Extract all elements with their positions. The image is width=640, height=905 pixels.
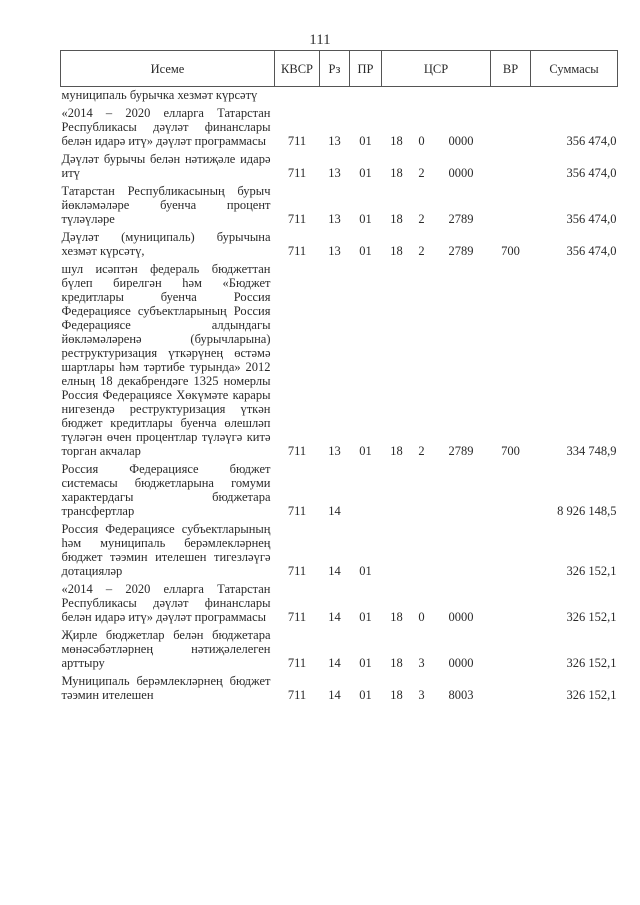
table-row [61,180,618,226]
cell-sum: 326 152,1 [566,610,617,624]
cell-name: муниципаль бурычка хезмәт күрсәтү [61,88,258,102]
cell-name: шул исәптән федераль бюджеттан бүлеп бирелгән һәм «Бюджет кредитлары буенча Россия Федерациясе субъектларының Россия Федерациясе алдындагы йөкләмәләренә (бурычларына) реструктуризация үткәрүнең өстәмә шартлары һәм тәртибе турында» 2012 елның 18 декабрендәге 1325 номерлы Россия Федерациясе Хөкүмәте карары нигезендә реструктуризация үткән бюджет кредитлары буенча өлешләп түләгән өчен процентлар түләүгә китә торган акчалар [61,262,271,458]
cell-sum: 326 152,1 [566,688,617,702]
cell-kvsr: 711 [287,564,307,578]
cell-csr-3 [432,518,491,578]
cell-csr-2 [412,87,432,103]
cell-rz: 13 [328,212,341,226]
cell-vr [491,102,531,148]
header-name: Исеме [61,51,275,87]
cell-vr [491,148,531,180]
cell-csr-1: 18 [390,656,403,670]
cell-csr-2: 2 [418,444,425,458]
cell-pr: 01 [359,688,372,702]
cell-pr: 01 [359,656,372,670]
cell-rz: 13 [328,244,341,258]
cell-sum: 8 926 148,5 [557,504,617,518]
cell-rz: 14 [328,610,341,624]
cell-pr [350,87,382,103]
cell-vr [491,624,531,670]
cell-csr-2: 3 [418,688,425,702]
cell-csr-1: 18 [390,212,403,226]
cell-csr-1: 18 [390,166,403,180]
cell-vr [491,180,531,226]
cell-name: Дәүләт (муниципаль) бурычына хезмәт күрсәтү, [61,230,271,258]
table-row [61,102,618,148]
cell-sum: 356 474,0 [566,244,617,258]
table-row [61,578,618,624]
cell-csr-2 [412,458,432,518]
cell-vr [491,87,531,103]
cell-name: Татарстан Республикасының бурыч йөкләмәләре буенча процент түләүләре [61,184,271,226]
cell-rz: 14 [328,564,341,578]
cell-name: Муниципаль берәмлекләрнең бюджет тәэмин ителешен [61,674,271,702]
header-rz: Рз [320,51,350,87]
cell-pr: 01 [359,444,372,458]
cell-kvsr: 711 [287,504,307,518]
cell-csr-2 [412,518,432,578]
cell-csr-3: 0000 [448,134,474,148]
table-row [61,624,618,670]
table-row [61,518,618,578]
cell-pr: 01 [359,244,372,258]
cell-csr-1: 18 [390,610,403,624]
cell-kvsr: 711 [287,212,307,226]
table-row [61,148,618,180]
cell-csr-3: 0000 [448,656,474,670]
header-csr: ЦСР [382,51,491,87]
cell-csr-2: 2 [418,166,425,180]
cell-csr-3: 8003 [448,688,474,702]
cell-pr [350,458,382,518]
budget-table [60,50,618,702]
cell-sum: 356 474,0 [566,166,617,180]
cell-csr-3 [432,87,491,103]
cell-vr: 700 [501,444,520,458]
cell-vr [491,518,531,578]
cell-csr-3: 0000 [448,166,474,180]
cell-csr-3: 0000 [448,610,474,624]
header-pr: ПР [350,51,382,87]
cell-csr-1 [382,458,412,518]
cell-rz: 13 [328,444,341,458]
cell-kvsr: 711 [287,610,307,624]
cell-rz [320,87,350,103]
header-vr: ВР [491,51,531,87]
page-number: 111 [309,32,331,48]
cell-csr-1 [382,87,412,103]
cell-csr-1: 18 [390,244,403,258]
cell-pr: 01 [359,134,372,148]
cell-rz: 14 [328,656,341,670]
header-kvsr: КВСР [275,51,320,87]
table-row [61,258,618,458]
table-body [61,87,618,703]
header-sum: Суммасы [531,51,618,87]
table-header [61,51,618,87]
table-row [61,226,618,258]
cell-kvsr: 711 [287,656,307,670]
table-row [61,670,618,702]
cell-csr-2: 0 [418,610,425,624]
cell-sum: 356 474,0 [566,134,617,148]
cell-vr: 700 [501,244,520,258]
cell-name: Дәүләт бурычы белән нәтиҗәле идарә итү [61,152,271,180]
cell-kvsr: 711 [287,444,307,458]
cell-csr-2: 2 [418,244,425,258]
cell-pr: 01 [359,610,372,624]
cell-csr-3: 2789 [448,244,474,258]
cell-csr-3: 2789 [448,212,474,226]
cell-kvsr: 711 [287,134,307,148]
table-row [61,458,618,518]
cell-kvsr: 711 [287,688,307,702]
cell-kvsr: 711 [287,166,307,180]
cell-csr-3: 2789 [448,444,474,458]
cell-csr-1 [382,518,412,578]
cell-pr: 01 [359,166,372,180]
cell-vr [491,578,531,624]
cell-name: Россия Федерациясе бюджет системасы бюджетларына гомуми характердагы бюджетара трансфертлар [61,462,271,518]
cell-kvsr [275,87,320,103]
cell-rz: 13 [328,134,341,148]
cell-csr-3 [432,458,491,518]
cell-csr-2: 0 [418,134,425,148]
cell-pr: 01 [359,212,372,226]
cell-sum: 326 152,1 [566,656,617,670]
cell-kvsr: 711 [287,244,307,258]
cell-sum [531,87,618,103]
cell-name: «2014 – 2020 елларга Татарстан Республикасы дәүләт финанслары белән идарә итү» дәүләт программасы [61,106,271,148]
cell-csr-1: 18 [390,444,403,458]
cell-sum: 356 474,0 [566,212,617,226]
cell-vr [491,670,531,702]
cell-sum: 326 152,1 [566,564,617,578]
cell-csr-1: 18 [390,134,403,148]
cell-name: Җирле бюджетлар белән бюджетара мөнәсәбәтләрнең нәтиҗәлелеген арттыру [61,628,271,670]
cell-name: Россия Федерациясе субъектларының һәм муниципаль берәмлекләрнең бюджет тәэмин ителешен тигезләүгә дотацияләр [61,522,271,578]
cell-sum: 334 748,9 [566,444,617,458]
table-row [61,87,618,103]
cell-rz: 14 [328,504,341,518]
cell-rz: 13 [328,166,341,180]
cell-csr-2: 3 [418,656,425,670]
cell-name: «2014 – 2020 елларга Татарстан Республикасы дәүләт финанслары белән идарә итү» дәүләт программасы [61,582,271,624]
header-row [61,51,618,87]
cell-csr-1: 18 [390,688,403,702]
cell-pr: 01 [359,564,372,578]
cell-rz: 14 [328,688,341,702]
cell-csr-2: 2 [418,212,425,226]
cell-vr [491,458,531,518]
